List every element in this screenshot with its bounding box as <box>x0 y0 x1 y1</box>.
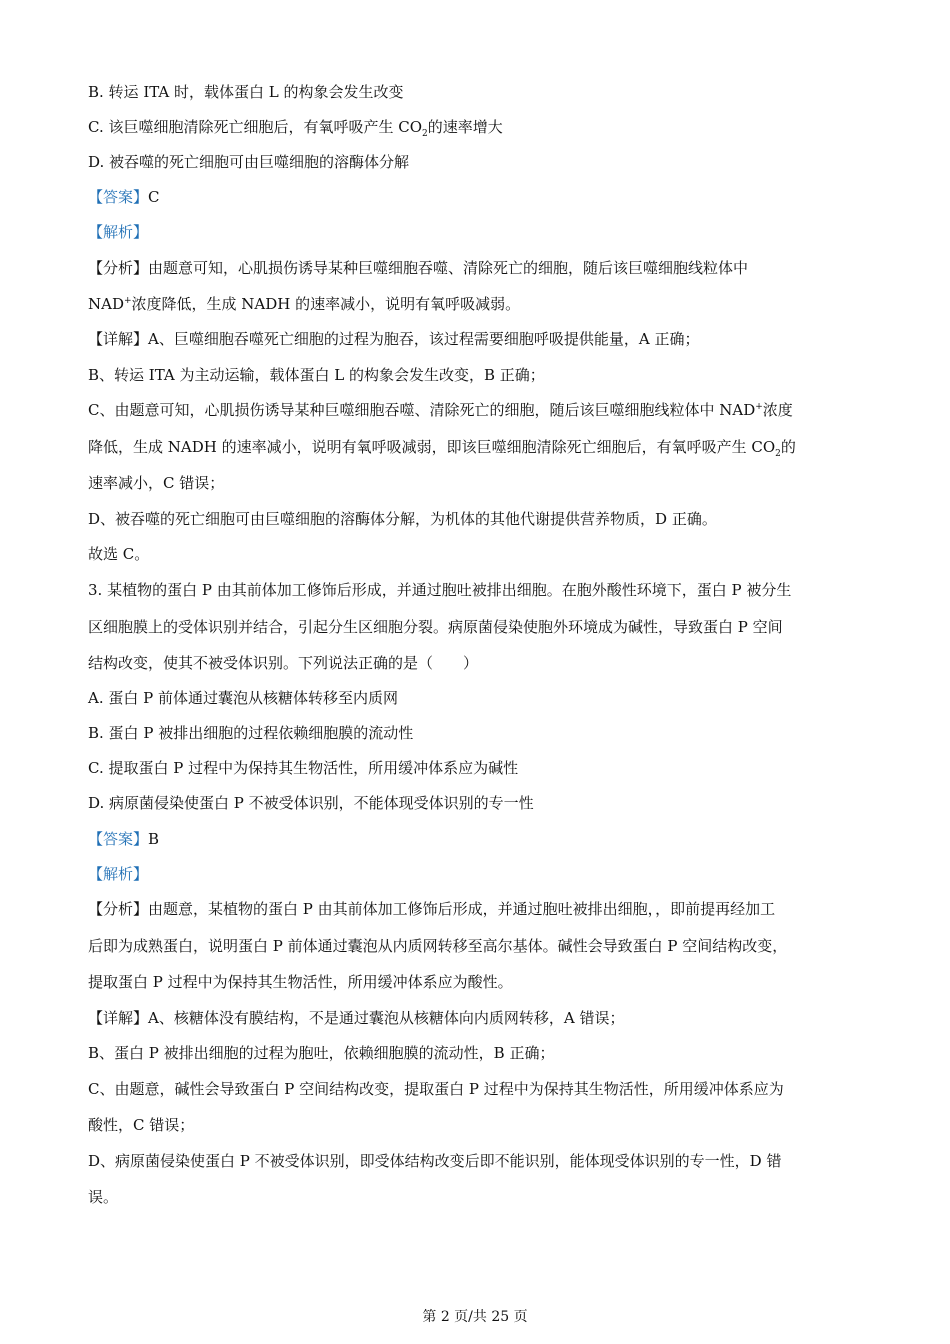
q3-detail-c-line-1: C、由题意，碱性会导致蛋白 P 空间结构改变，提取蛋白 P 过程中为保持其生物活性，所用缓冲体系应为 <box>88 1080 784 1098</box>
q2-option-c: C. 该巨噬细胞清除死亡细胞后，有氧呼吸产生 $CO_2$的速率增大 <box>88 118 503 139</box>
q2-fenxi-line-1: 【分析】由题意可知，心肌损伤诱导某种巨噬细胞吞噬、清除死亡的细胞，随后该巨噬细胞线粒体中 <box>88 259 749 277</box>
page-number-footer: 第 2 页/共 25 页 <box>422 1309 528 1325</box>
q3-detail-a: 【详解】A、核糖体没有膜结构，不是通过囊泡从核糖体向内质网转移，A 错误； <box>88 1009 625 1027</box>
q2-analysis-heading: 【解析】 <box>88 223 149 241</box>
q2-answer: 【答案】C <box>88 188 160 206</box>
q2-detail-c-line-2: 降低，生成 NADH 的速率减小，说明有氧呼吸减弱，即该巨噬细胞清除死亡细胞后，有氧呼吸产生 $CO_2$的 <box>88 438 796 459</box>
q3-analysis-heading: 【解析】 <box>88 865 149 883</box>
q3-detail-d-line-2: 误。 <box>88 1188 119 1206</box>
q3-option-a: A. 蛋白 P 前体通过囊泡从核糖体转移至内质网 <box>88 689 398 707</box>
q3-option-c: C. 提取蛋白 P 过程中为保持其生物活性，所用缓冲体系应为碱性 <box>88 759 519 777</box>
q2-option-b: B. 转运 ITA 时，载体蛋白 L 的构象会发生改变 <box>88 83 404 101</box>
q3-detail-c-line-2: 酸性，C 错误； <box>88 1116 195 1134</box>
q3-stem-line-1: 3. 某植物的蛋白 P 由其前体加工修饰后形成，并通过胞吐被排出细胞。在胞外酸性环境下，蛋白 P 被分生 <box>88 581 792 599</box>
q3-stem-line-2: 区细胞膜上的受体识别并结合，引起分生区细胞分裂。病原菌侵染使胞外环境成为碱性，导致蛋白 P 空间 <box>88 618 783 636</box>
q2-detail-c-line-1: C、由题意可知，心肌损伤诱导某种巨噬细胞吞噬、清除死亡的细胞，随后该巨噬细胞线粒体中 NAD+浓度 <box>88 401 793 419</box>
q3-option-d: D. 病原菌侵染使蛋白 P 不被受体识别，不能体现受体识别的专一性 <box>88 794 534 812</box>
q2-conclusion: 故选 C。 <box>88 545 150 563</box>
q3-stem-line-3: 结构改变，使其不被受体识别。下列说法正确的是（ ） <box>88 654 479 672</box>
q2-detail-a: 【详解】A、巨噬细胞吞噬死亡细胞的过程为胞吞，该过程需要细胞呼吸提供能量，A 正确； <box>88 330 700 348</box>
q3-detail-d-line-1: D、病原菌侵染使蛋白 P 不被受体识别，即受体结构改变后即不能识别，能体现受体识别的专一性，D 错 <box>88 1152 782 1170</box>
q3-fenxi-line-3: 提取蛋白 P 过程中为保持其生物活性，所用缓冲体系应为酸性。 <box>88 973 513 991</box>
q3-fenxi-line-1: 【分析】由题意，某植物的蛋白 P 由其前体加工修饰后形成，并通过胞吐被排出细胞，，即前提再经加工 <box>88 900 776 918</box>
q2-detail-b: B、转运 ITA 为主动运输，载体蛋白 L 的构象会发生改变，B 正确； <box>88 366 545 384</box>
q3-option-b: B. 蛋白 P 被排出细胞的过程依赖细胞膜的流动性 <box>88 724 414 742</box>
q2-detail-c-line-3: 速率减小，C 错误； <box>88 474 225 492</box>
q3-answer: 【答案】B <box>88 830 160 848</box>
q2-fenxi-line-2: NAD+浓度降低，生成 NADH 的速率减小，说明有氧呼吸减弱。 <box>88 295 521 313</box>
q3-fenxi-line-2: 后即为成熟蛋白，说明蛋白 P 前体通过囊泡从内质网转移至高尔基体。碱性会导致蛋白 P 空间结构改变， <box>88 937 788 955</box>
q3-detail-b: B、蛋白 P 被排出细胞的过程为胞吐，依赖细胞膜的流动性，B 正确； <box>88 1044 555 1062</box>
q2-option-d: D. 被吞噬的死亡细胞可由巨噬细胞的溶酶体分解 <box>88 153 410 171</box>
q2-detail-d: D、被吞噬的死亡细胞可由巨噬细胞的溶酶体分解，为机体的其他代谢提供营养物质，D 正确。 <box>88 510 717 528</box>
